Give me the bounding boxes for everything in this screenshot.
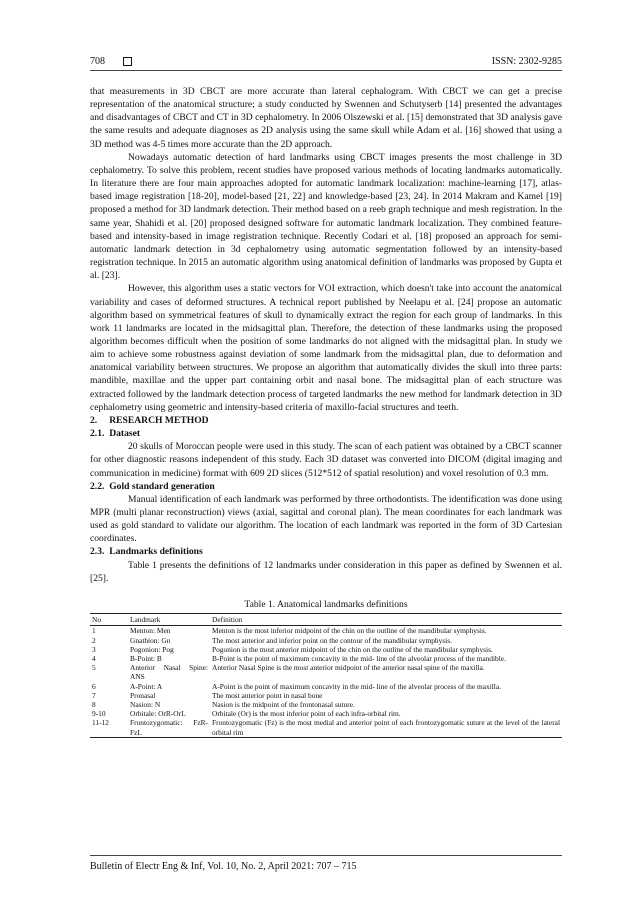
cell-no: 3 <box>92 644 96 654</box>
cell-landmark: Pogonion: Pog <box>130 644 174 654</box>
cell-definition: Nasion is the midpoint of the frontonasal suture. <box>212 699 355 709</box>
header-left <box>90 56 132 67</box>
cell-definition: Menton is the most inferior midpoint of the chin on the outline of the mandibular symphysis. <box>212 626 487 636</box>
cell-landmark: Frontozygomatic: FzR-FzL <box>130 718 208 737</box>
landmarks-table <box>90 613 562 738</box>
subsection-heading-gold: 2.2. Gold standard generation <box>90 480 215 492</box>
page-header <box>90 56 562 71</box>
table-row <box>90 682 562 691</box>
dataset-text: 20 skulls of Moroccan people were used in this study. The scan of each patient was obtained by a CBCT scanner for other diagnostic reasons independent of this study. Each 3D dataset was converted into DICOM (digital imaging and communication in medicine) format with 609 2D slices (512*512 of spatial resolution) and voxel resolution of 0.3 mm. <box>90 441 562 479</box>
page-number: 708 <box>90 56 105 67</box>
cell-no: 6 <box>92 681 96 691</box>
cell-landmark: Nasion: N <box>130 699 161 709</box>
table-caption: Table 1. Anatomical landmarks definitions <box>244 598 408 610</box>
cell-landmark: A-Point: A <box>130 681 163 691</box>
cell-definition: A-Point is the point of maximum concavity in the mid- line of the alveolar process of the maxilla. <box>212 681 501 691</box>
subsection-heading-landmarks: 2.3. Landmarks definitions <box>90 546 203 558</box>
header-no: No <box>90 614 128 626</box>
cell-landmark: Gnathion: Gn <box>130 635 171 645</box>
cell-definition: Pogonion is the most anterior midpoint of the chin on the outline of the mandibular symphysis. <box>212 644 493 654</box>
cell-definition: The most anterior and inferior point on the contour of the mandibular symphysis. <box>212 635 452 645</box>
table-row <box>90 691 562 700</box>
table-row <box>90 654 562 663</box>
article-body <box>90 85 562 738</box>
issn: ISSN: 2302-9285 <box>491 56 562 67</box>
cell-landmark: Menton: Men <box>130 626 171 636</box>
table-row <box>90 709 562 718</box>
table-row <box>90 645 562 654</box>
table-row <box>90 663 562 681</box>
square-icon <box>123 57 132 66</box>
subsection-heading-dataset: 2.1. Dataset <box>90 428 141 440</box>
cell-landmark: B-Point: B <box>130 653 162 663</box>
cell-landmark: Pronasal <box>130 690 156 700</box>
cell-landmark: Orbitale: OrR-OrL <box>130 709 186 719</box>
cell-no: 1 <box>92 626 96 636</box>
cell-no: 5 <box>92 663 96 673</box>
cell-definition: Orbitale (Or) is the most inferior point of each infra-orbital rim. <box>212 709 401 719</box>
cell-no: 11-12 <box>90 718 128 737</box>
page-footer: Bulletin of Electr Eng & Inf, Vol. 10, No. 2, April 2021: 707 – 715 <box>90 855 562 872</box>
gold-text: Manual identification of each landmark was performed by three orthodontists. The identification was done using MPR (multi planar reconstruction) views (axial, sagittal and coronal plan). The mean coordinates for each landmark was used as gold standard to validate our algorithm. The location of each landmark was reported in the form of 3D Cartesian coordinates. <box>90 493 562 545</box>
cell-definition: Anterior Nasal Spine is the most anterior midpoint of the anterior nasal spine of the maxilla. <box>212 663 485 673</box>
cell-landmark: Anterior Nasal Spine: ANS <box>130 663 208 682</box>
cell-definition: B-Point is the point of maximum concavity in the mid- line of the alveolar process of the mandible. <box>212 653 506 663</box>
cell-definition: Frontozygomatic (Fz) is the most medial and anterior point of each frontozygomatic suture at the level of the lateral orbital rim <box>212 718 560 737</box>
paragraph-3: However, this algorithm uses a static vectors for VOI extraction, which doesn't take into account the anatomical variability and cases of deformed structures. A technical report published by Neelapu et al. [24] propose an automatic algorithm based on symmetrical features of skull to dynamically extract the region for each group of landmarks. In this work 11 landmarks are located in the midsagittal plan. Therefore, the detection of these landmarks using the proposed algorithm becomes difficult when the position of some landmarks do not aligned with the midsagittal plan. In study we aim to achieve some robustness against deviation of some landmark from the midsagittal plan, due to deformation and anatomical variability between structures. We propose an algorithm that automatically divides the skull into three parts: mandible, maxillae and the upper part containing orbit and nasal bone. The midsagittal plan of each structure was extracted followed by the landmark detection process of targeted landmarks the new method for landmark detection in 3D cephalometry using geometric and intensity-based criteria of maxillo-facial structures and teeth. <box>90 283 562 413</box>
page <box>90 56 562 738</box>
table-header-row <box>90 614 562 626</box>
cell-no: 9-10 <box>92 709 106 719</box>
cell-no: 7 <box>92 690 96 700</box>
header-landmark: Landmark <box>128 614 210 626</box>
header-definition: Definition <box>210 614 562 626</box>
table-row <box>90 718 562 737</box>
cell-definition: The most anterior point in nasal bone <box>212 690 323 700</box>
table-body <box>90 626 562 737</box>
cell-no: 2 <box>92 635 96 645</box>
table-row <box>90 700 562 709</box>
cell-no: 4 <box>92 653 96 663</box>
landmarks-text: Table 1 presents the definitions of 12 landmarks under consideration in this paper as defined by Swennen et al. [25]. <box>90 559 562 584</box>
section-heading: 2. RESEARCH METHOD <box>90 414 209 426</box>
paragraph-2: Nowadays automatic detection of hard landmarks using CBCT images presents the most challenge in 3D cephalometry. To solve this problem, recent studies have proposed various methods of locating landmarks automatically. In literature there are four main approaches adopted for automatic landmark localization: machine-learning [17], atlas-based image registration [18-20], model-based [21, 22] and knowledge-based [23, 24]. In 2014 Makram and Kamel [19] proposed a method for 3D landmark detection. Their method based on a reeb graph technique and mesh registration. In the same year, Shahidi et al. [20] proposed designed software for automatic landmark localization. They combined feature-based and intensity-based in image registration technique. Recently Codari et al. [18] proposed an approach for semi-automatic landmark detection in 3d cephalometry using automatic segmentation followed by an intensity-based registration technique. In 2015 an automatic algorithm using anatomical definition of landmarks was proposed by Gupta et al. [23]. <box>90 151 562 282</box>
table-row <box>90 626 562 636</box>
cell-no: 8 <box>92 699 96 709</box>
paragraph-1: that measurements in 3D CBCT are more accurate than lateral cephalogram. With CBCT we can get a precise representation of the anatomical structure; a study conducted by Swennen and Schutyserb [14] presented the advantages and disadvantages of CBCT and CT in 3D cephalometry. In 2006 Olszewski et al. [15] demonstrated that 3D analysis gave the same results and adequate diagnoses as 2D analysis using the same skull while Adam et al. [16] showed that using a 3D method was 4-5 times more accurate than the 2D approach. <box>90 86 562 150</box>
table-row <box>90 636 562 645</box>
